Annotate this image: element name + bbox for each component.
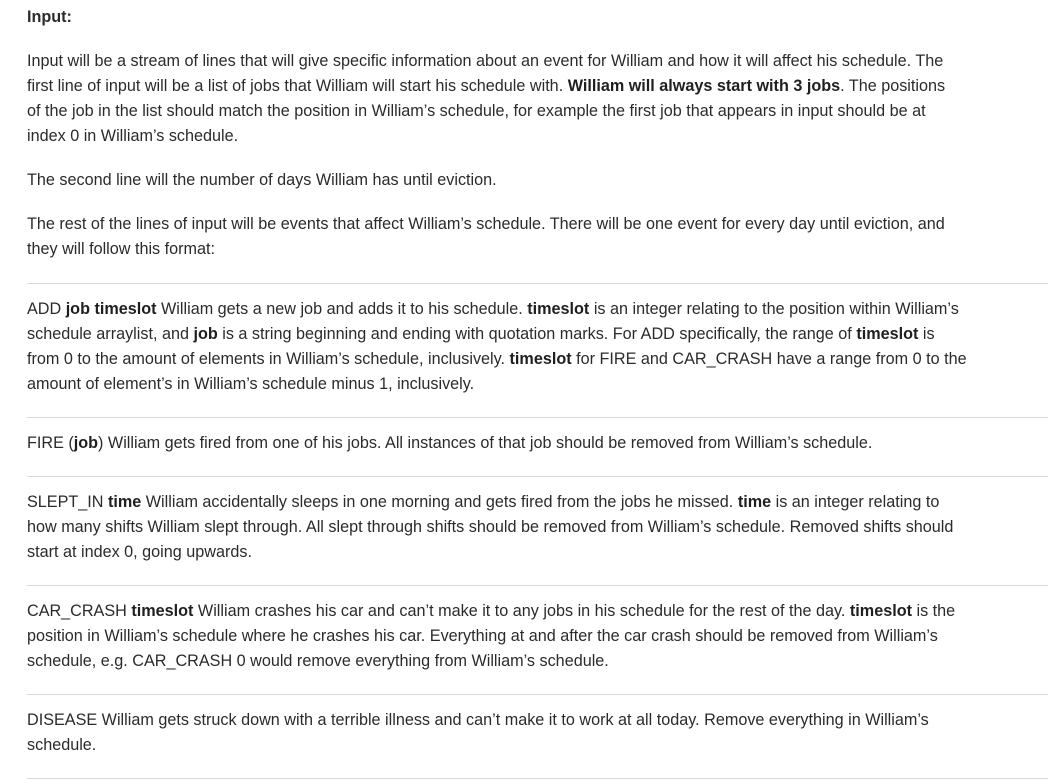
text-line: The second line will the number of days William has until eviction. xyxy=(27,171,497,189)
document-body xyxy=(27,5,1048,780)
text-line: they will follow this format: xyxy=(27,240,216,258)
event-slept-in xyxy=(27,476,1048,585)
text-line: of the job in the list should match the position in William’s schedule, for example the first job that appears in input should be at xyxy=(27,102,926,120)
text-line: start at index 0, going upwards. xyxy=(27,543,252,561)
section-heading: Input: xyxy=(27,8,72,26)
text-line: CAR_CRASH timeslot William crashes his car and can’t make it to any jobs in his schedule for the rest of the day. timeslot is the xyxy=(27,602,956,620)
text-line: how many shifts William slept through. All slept through shifts should be removed from William’s schedule. Removed shifts should xyxy=(27,518,954,536)
text-line: ADD job timeslot William gets a new job and adds it to his schedule. timeslot is an integer relating to the position within William’s xyxy=(27,300,959,318)
emphasis-text: William will always start with 3 jobs xyxy=(567,77,841,95)
text-line: FIRE (job) William gets fired from one of his jobs. All instances of that job should be removed from William’s schedule. xyxy=(27,434,873,452)
text-line: schedule. xyxy=(27,736,97,754)
text-line: schedule arraylist, and job is a string beginning and ending with quotation marks. For ADD specifically, the range of timeslot is xyxy=(27,325,935,343)
text-line: SLEPT_IN time William accidentally sleeps in one morning and gets fired from the jobs he missed. time is an integer relating to xyxy=(27,493,940,511)
text-line: amount of element’s in William’s schedule minus 1, inclusively. xyxy=(27,375,475,393)
text-line: schedule, e.g. CAR_CRASH 0 would remove everything from William’s schedule. xyxy=(27,652,609,670)
event-disease xyxy=(27,694,1048,778)
text-line: from 0 to the amount of elements in William’s schedule, inclusively. timeslot for FIRE and CAR_CRASH have a range from 0 to the xyxy=(27,350,967,368)
text-line: position in William’s schedule where he crashes his car. Everything at and after the car crash should be removed from William’s xyxy=(27,627,938,645)
text-line: first line of input will be a list of jobs that William will start his schedule with. William will always start with 3 jobs. The positions xyxy=(27,77,946,95)
text-line: The rest of the lines of input will be events that affect William’s schedule. There will be one event for every day until eviction, and xyxy=(27,215,945,233)
text-line: index 0 in William’s schedule. xyxy=(27,127,239,145)
event-car-crash xyxy=(27,585,1048,694)
paragraph-second-line xyxy=(27,168,1048,193)
paragraph-input-overview xyxy=(27,49,1048,149)
paragraph-events-intro xyxy=(27,212,1048,262)
text-line: Input will be a stream of lines that will give specific information about an event for William and how it will affect his schedule. The xyxy=(27,52,944,70)
event-fire xyxy=(27,417,1048,476)
text-line: DISEASE William gets struck down with a terrible illness and can’t make it to work at all today. Remove everything in William’s xyxy=(27,711,929,729)
event-add xyxy=(27,283,1048,417)
